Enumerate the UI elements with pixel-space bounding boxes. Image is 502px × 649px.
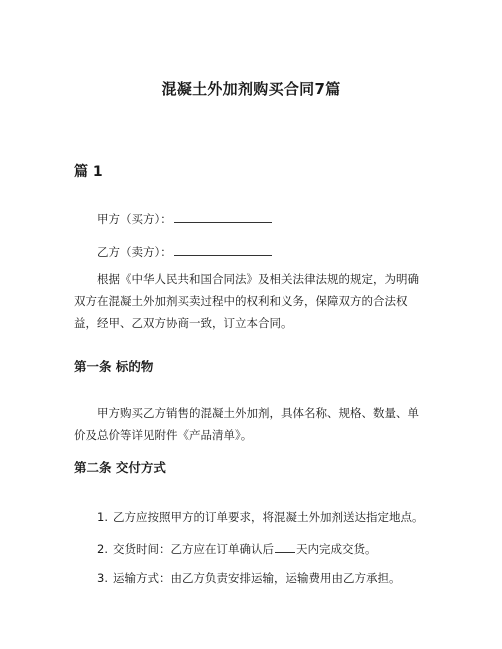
seller-blank — [174, 243, 272, 256]
list-item — [97, 540, 377, 557]
list-item-number: 1. — [97, 510, 108, 524]
section-heading: 篇 1 — [74, 164, 103, 180]
buyer-label: 甲方（买方）： — [97, 212, 172, 226]
article2-heading: 第二条 交付方式 — [74, 460, 166, 475]
buyer-blank — [174, 210, 272, 223]
article1-heading: 第一条 标的物 — [74, 359, 154, 374]
list-item — [97, 509, 424, 525]
list-item — [97, 570, 401, 586]
list-item-text: 乙方应按照甲方的订单要求，将混凝土外加剂送达指定地点。 — [113, 510, 424, 524]
days-blank — [275, 540, 295, 553]
preamble-paragraph: 根据《中华人民共和国合同法》及相关法律法规的规定，为明确双方在混凝土外加剂买卖过程中的权利和义务，保障双方的合法权益，经甲、乙双方协商一致，订立本合同。 — [74, 272, 419, 330]
document-title: 混凝土外加剂购买合同7篇 — [161, 80, 341, 98]
article1-body: 甲方购买乙方销售的混凝土外加剂，具体名称、规格、数量、单价及总价等详见附件《产品清单》。 — [74, 406, 419, 442]
seller-line — [97, 243, 272, 260]
buyer-line — [97, 210, 272, 227]
list-item-number: 3. — [97, 571, 108, 585]
list-item-text-after: 天内完成交货。 — [296, 542, 377, 556]
list-item-text: 交货时间：乙方应在订单确认后 — [113, 542, 274, 556]
list-item-number: 2. — [97, 542, 108, 556]
list-item-text: 运输方式：由乙方负责安排运输，运输费用由乙方承担。 — [113, 571, 401, 585]
seller-label: 乙方（卖方）： — [97, 245, 172, 259]
